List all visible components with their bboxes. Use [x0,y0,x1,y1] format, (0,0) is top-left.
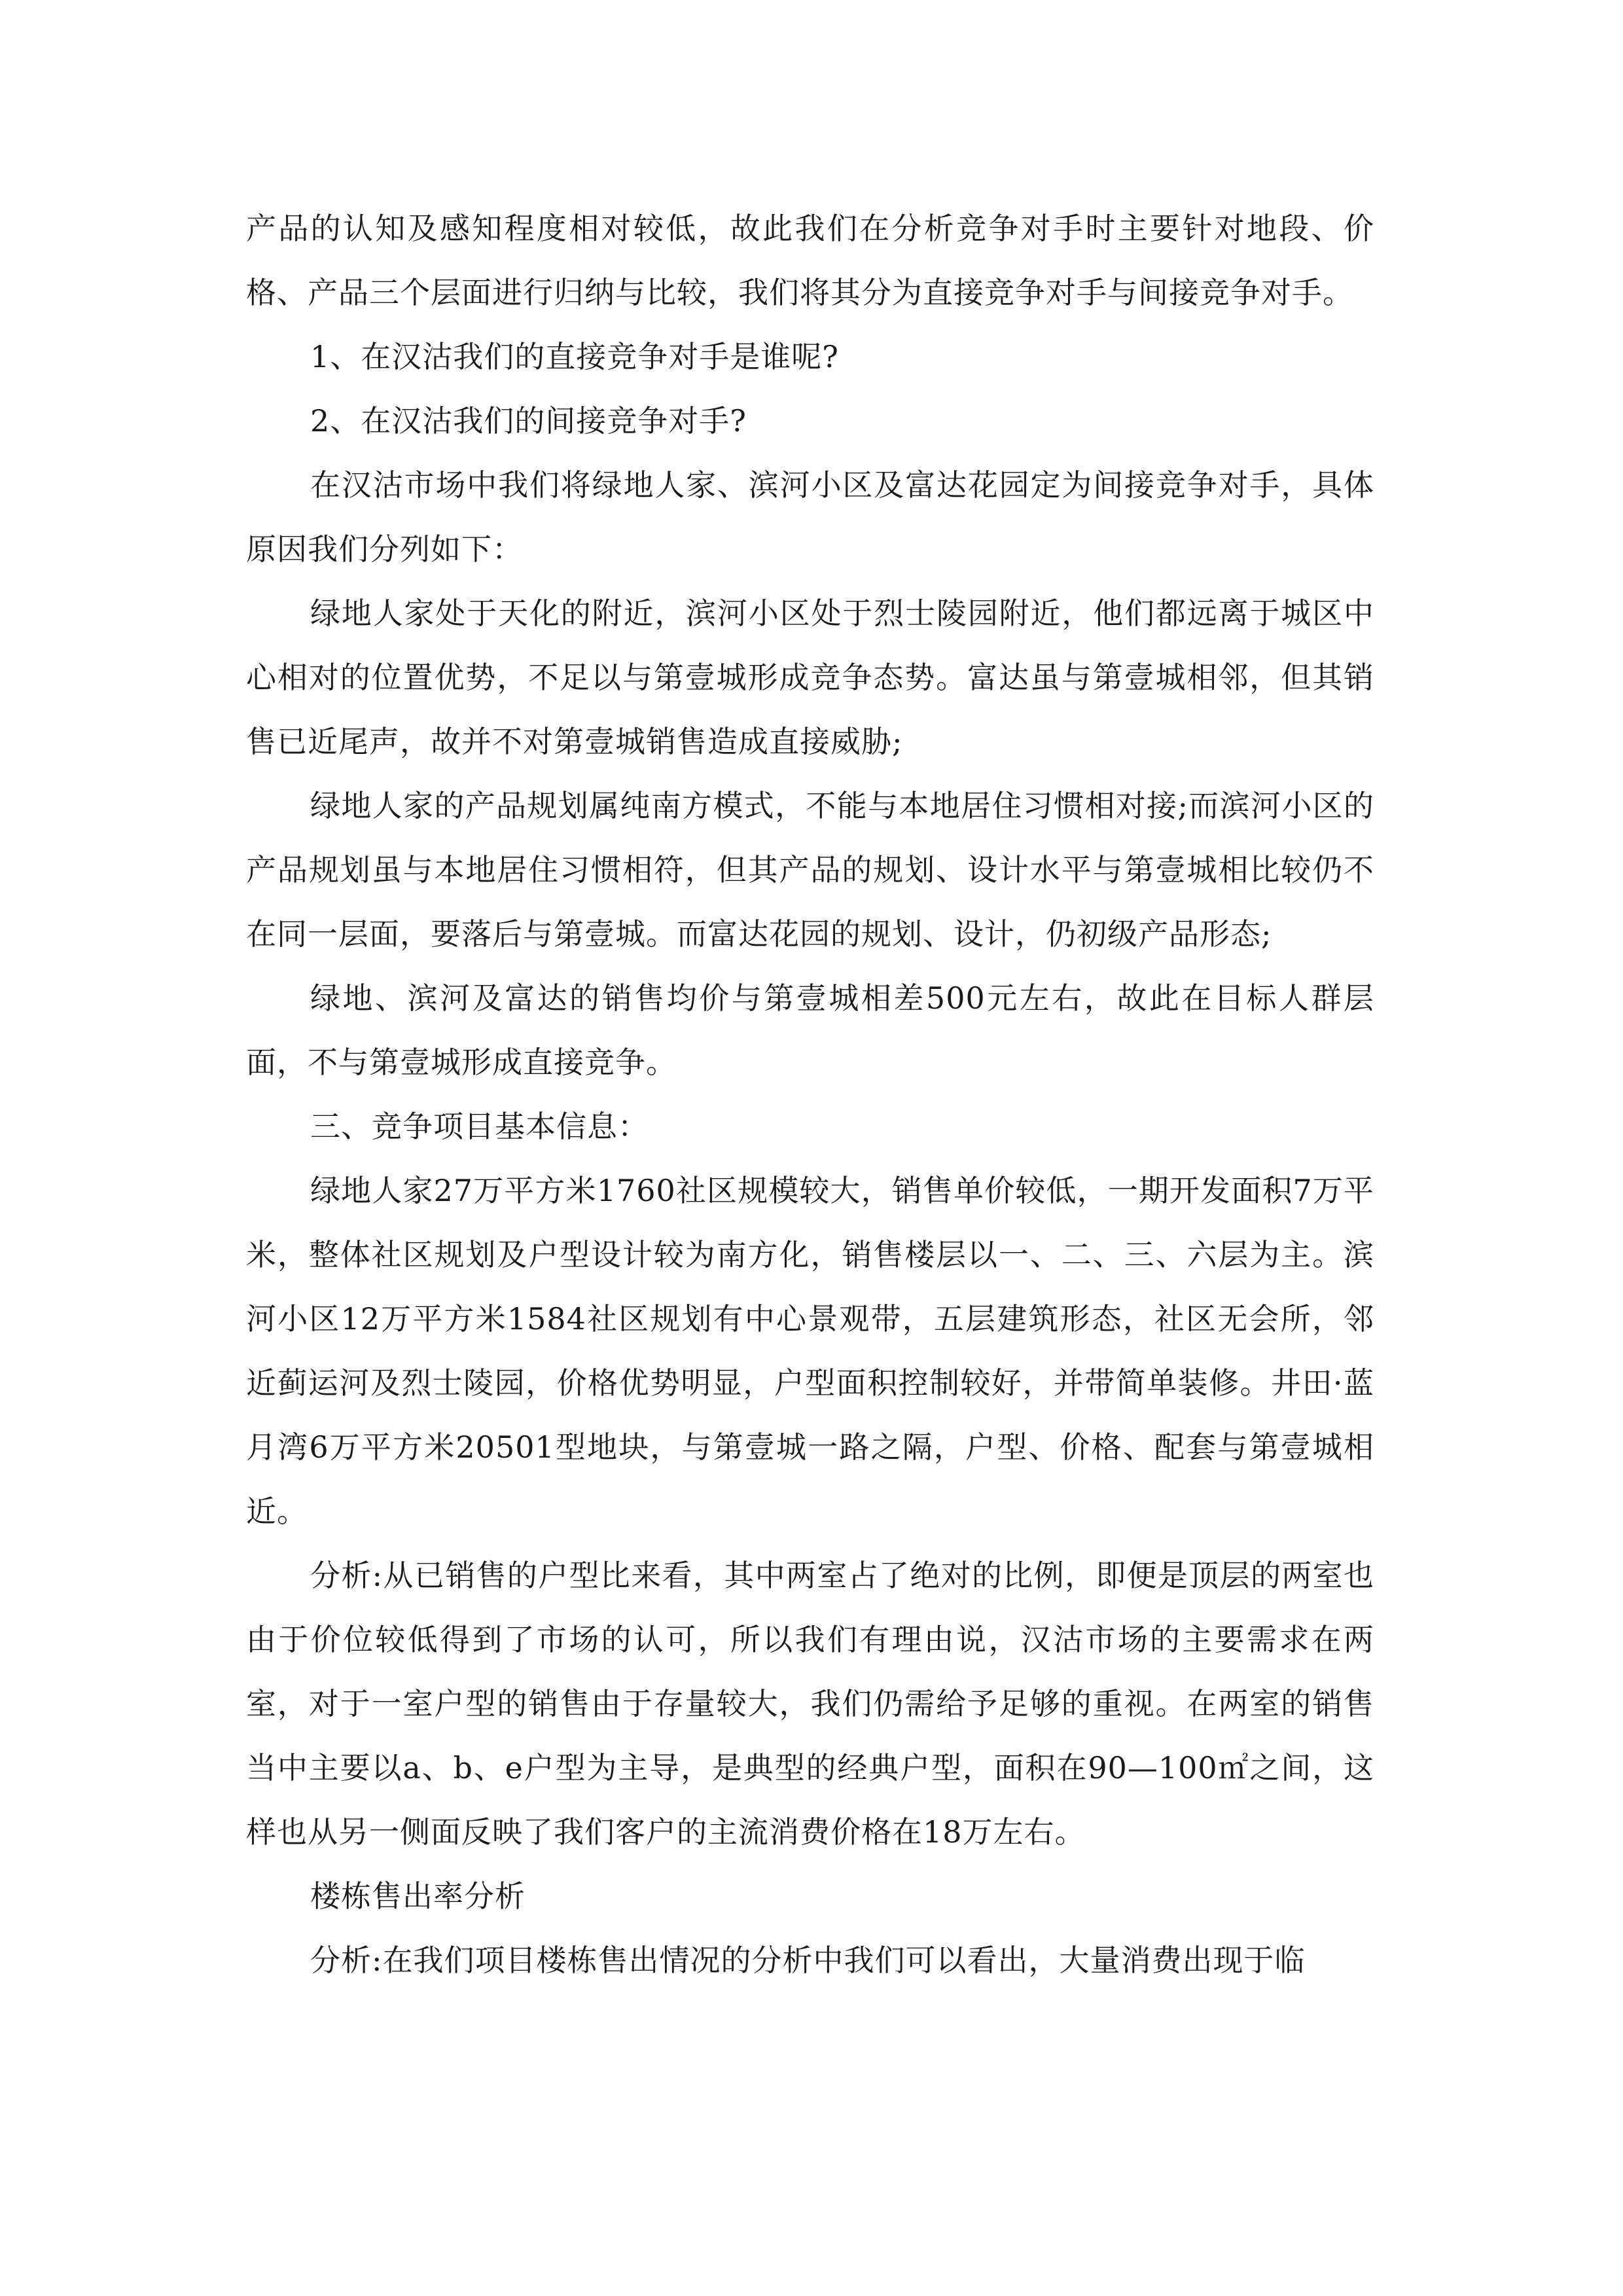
paragraph-price-analysis: 绿地、滨河及富达的销售均价与第壹城相差500元左右，故此在目标人群层面，不与第壹城形成直接竞争。 [246,980,1374,1080]
paragraph-competitor-info: 绿地人家27万平方米1760社区规模较大，销售单价较低，一期开发面积7万平米，整体社区规划及户型设计较为南方化，销售楼层以一、二、三、六层为主。滨河小区12万平方米1584社区规划有中心景观带，五层建筑形态，社区无会所，邻近蓟运河及烈士陵园，价格优势明显，户型面积控制较好，并带简单装修。井田·蓝月湾6万平方米20501型地块，与第壹城一路之隔，户型、价格、配套与第壹城相近。 [246,1173,1374,1529]
section-heading-building-sales: 楼栋售出率分析 [310,1878,526,1914]
paragraph-location-analysis: 绿地人家处于天化的附近，滨河小区处于烈士陵园附近，他们都远离于城区中心相对的位置优势，不足以与第壹城形成竞争态势。富达虽与第壹城相邻，但其销售已近尾声，故并不对第壹城销售造成直接威胁; [246,596,1374,759]
section-heading-competitor-info: 三、竞争项目基本信息： [310,1109,649,1144]
paragraph-unit-type-analysis: 分析:从已销售的户型比来看，其中两室占了绝对的比例，即便是顶层的两室也由于价位较低得到了市场的认可，所以我们有理由说，汉沽市场的主要需求在两室，对于一室户型的销售由于存量较大，我们仍需给予足够的重视。在两室的销售当中主要以a、b、e户型为主导，是典型的经典户型，面积在90—100㎡之间，这样也从另一侧面反映了我们客户的主流消费价格在18万左右。 [246,1558,1374,1850]
paragraph-indirect-competitor-question: 2、在汉沽我们的间接竞争对手? [310,403,747,439]
document-page [246,196,1374,1992]
paragraph-competitor-intro: 产品的认知及感知程度相对较低，故此我们在分析竞争对手时主要针对地段、价格、产品三个层面进行归纳与比较，我们将其分为直接竞争对手与间接竞争对手。 [246,211,1374,310]
paragraph-direct-competitor-question: 1、在汉沽我们的直接竞争对手是谁呢? [310,339,839,374]
paragraph-building-sales-analysis: 分析:在我们项目楼栋售出情况的分析中我们可以看出，大量消费出现于临 [310,1943,1306,1978]
paragraph-indirect-competitors: 在汉沽市场中我们将绿地人家、滨河小区及富达花园定为间接竞争对手，具体原因我们分列如下： [246,467,1374,567]
paragraph-product-analysis: 绿地人家的产品规划属纯南方模式，不能与本地居住习惯相对接;而滨河小区的产品规划虽与本地居住习惯相符，但其产品的规划、设计水平与第壹城相比较仍不在同一层面，要落后与第壹城。而富达花园的规划、设计，仍初级产品形态; [246,788,1374,952]
